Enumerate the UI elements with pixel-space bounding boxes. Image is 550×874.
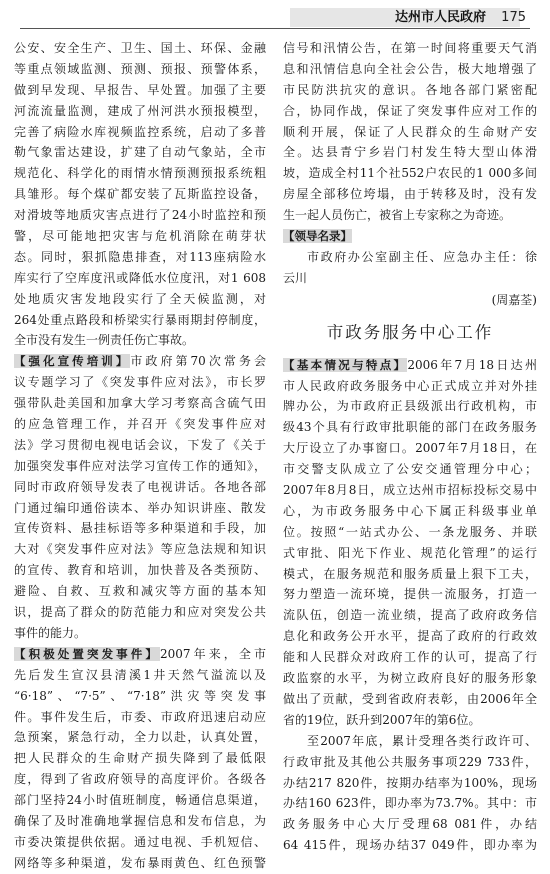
paragraph-line: 市政府办公室副主任、应急办主任：徐 xyxy=(307,249,537,264)
paragraph-line: 加强突发事件应对法学习宣传工作的通知》， xyxy=(14,458,266,473)
left-column xyxy=(14,38,266,874)
paragraph-line: 政监察的水平，为树立政府良好的服务形象 xyxy=(283,671,537,686)
paragraph-line: 度，得到了省政府领导的高度评价。各级各 xyxy=(14,772,266,787)
paragraph-line: 态。同时，狠抓隐患排查，对113座病险水 xyxy=(14,249,266,264)
paragraph-line: 合，协同作战，保证了突发事件应对工作的 xyxy=(283,103,537,118)
paragraph-line: 议专题学习了《突发事件应对法》，市长罗 xyxy=(14,375,266,390)
paragraph-line: 努力塑造一流环境，提供一流服务，打造一 xyxy=(283,587,537,602)
paragraph-line: 坡，造成全村11个社552户农民的1 000多间 xyxy=(283,166,537,181)
paragraph-line xyxy=(283,355,537,376)
paragraph-line: 部门坚持24小时值班制度，畅通信息渠道， xyxy=(14,793,266,808)
paragraph-line: 至2007年底，累计受理各类行政许可、 xyxy=(307,733,537,748)
paragraph-line: 全市没有发生一例责任伤亡事故。 xyxy=(14,333,195,348)
paragraph-line: 等重点领域监测、预测、预报、预警体系， xyxy=(14,61,266,76)
paragraph-flood-alerts xyxy=(283,38,537,226)
section-heading-publicity: 【强化宣传培训】 xyxy=(14,354,131,369)
paragraph-publicity xyxy=(14,351,266,643)
paragraph-line: 同时市政府领导发表了电视讲话。各地各部 xyxy=(14,479,266,494)
paragraph-line: 事件的能力。 xyxy=(14,625,87,640)
paragraph-line: 办结160 623件，即办率为73.7%。其中：市 xyxy=(283,796,537,811)
paragraph-line xyxy=(283,226,537,247)
right-column xyxy=(283,38,537,856)
paragraph-line: 市委决策提供依据。通过电视、手机短信、 xyxy=(14,834,266,849)
paragraph-line: 能和人民群众对政府工作的认可，提高了行 xyxy=(283,650,537,665)
paragraph-line: 法》学习贯彻电视电话会议，下发了《关于 xyxy=(14,437,266,452)
paragraph-line: 房屋全部移位垮塌，由于转移及时，没有发 xyxy=(283,187,537,202)
section-heading-emergency: 【积极处置突发事件】 xyxy=(14,646,160,661)
paragraph-line: 政务服务中心大厅受理68 081件，办结 xyxy=(283,817,537,832)
paragraph-line: 牌办公，为市政府正县级派出行政机构，市 xyxy=(283,399,537,414)
paragraph-line: 生一起人员伤亡，被省上专家称之为奇迹。 xyxy=(283,208,512,223)
paragraph-line: 大厅设立了办事窗口。2007年7月18日，在 xyxy=(283,441,537,456)
paragraph-line: 信号和汛情公告，在第一时间将重要天气消 xyxy=(283,41,537,55)
paragraph-line: 式审批、阳光下作业、规范化管理”的运行 xyxy=(283,545,537,560)
paragraph-line: 强带队赴美国和加拿大学习考察高含硫气田 xyxy=(14,396,266,411)
paragraph-line: 确保了及时准确地掌握信息和发布信息，为 xyxy=(14,813,266,828)
paragraph-line: 门通过编印通俗读本、举办知识讲座、散发 xyxy=(14,500,266,515)
paragraph-line: 勒气象雷达建设，扩建了自动气象站，全市 xyxy=(14,145,266,160)
paragraph-line: 云川 xyxy=(283,270,308,285)
paragraph-line: 完善了病险水库视频监控系统，启动了多普 xyxy=(14,124,266,139)
paragraph-line: 做到早发现、早报告、早处置。加强了主要 xyxy=(14,82,266,97)
paragraph-line: 规范化、科学化的雨情水情预测预报系统粗 xyxy=(14,166,266,181)
paragraph-line-text: 市政府第70次常务会 xyxy=(130,354,266,369)
paragraph-line: 的应急管理工作，并召开《突发事件应对 xyxy=(14,417,266,432)
paragraph-line: 公安、安全生产、卫生、国土、环保、金融 xyxy=(14,41,266,55)
paragraph-line: 大对《突发事件应对法》等应急法规和知识 xyxy=(14,542,266,557)
paragraph-line: 全。达县青宁乡岩门村发生特大型山体滑 xyxy=(283,145,537,160)
paragraph-line: 行政审批及其他公共服务事项229 733件， xyxy=(283,754,537,769)
header-divider xyxy=(20,28,530,29)
paragraph-line-text: 2006年7月18日达州 xyxy=(407,357,537,372)
paragraph-line: 库实行了空库度汛或降低水位度汛，对1 608 xyxy=(14,270,266,285)
paragraph-line: 市交警支队成立了公安交通管理分中心； xyxy=(283,462,537,477)
paragraph-line: 2007年8月8日，成立达州市招标投标交易中 xyxy=(283,483,537,498)
paragraph-line: 市民防洪抗灾的意识。各地各部门紧密配 xyxy=(283,82,537,97)
paragraph-line: 避险、自救、互救和减灾等方面的基本知 xyxy=(14,584,266,599)
paragraph-basic-info xyxy=(283,355,537,731)
paragraph-line: 河流流量监测，建成了州河洪水预报模型， xyxy=(14,103,266,118)
page-number: 175 xyxy=(501,10,526,25)
paragraph-line: 264处重点路段和桥梁实行暴雨期封停制度， xyxy=(14,312,266,327)
paragraph-line: 的宣传、教育和培训，加快普及各类预防、 xyxy=(14,563,266,578)
paragraph-line: 顺利开展，保证了人民群众的生命财产安 xyxy=(283,124,537,139)
section-heading-basic-info: 【基本情况与特点】 xyxy=(283,357,408,372)
paragraph-line: 省的19位，跃升到2007年的第6位。 xyxy=(283,712,481,727)
header-title: 达州市人民政府 xyxy=(395,10,487,25)
leaders-block xyxy=(283,226,537,289)
paragraph-statistics xyxy=(283,731,537,856)
author-signature: (周嘉荃) xyxy=(491,292,537,307)
running-header xyxy=(0,0,550,30)
paragraph-line: 识，提高了群众的防范能力和应对突发公共 xyxy=(14,605,266,620)
paragraph-line: 64 415件，现场办结37 049件，即办率为 xyxy=(283,838,537,853)
paragraph-line: 息化和政务公开水平，提高了政府的行政效 xyxy=(283,629,537,644)
paragraph-line: 宣传资料、悬挂标语等多种渠道和手段，加 xyxy=(14,521,266,536)
paragraph-line: 模式，在服务规范和服务质量上狠下工夫， xyxy=(283,566,537,581)
paragraph-line: 市人民政府政务服务中心正式成立并对外挂 xyxy=(283,378,537,393)
paragraph-line: 先后发生宣汉县清溪1井天然气溢流以及 xyxy=(14,667,266,682)
paragraph-line: 件。事件发生后，市委、市政府迅速启动应 xyxy=(14,709,266,724)
paragraph-line: 做出了贡献，受到省政府表彰，由2006年全 xyxy=(283,691,537,706)
paragraph-line: 警，尽可能地把灾害与危机消除在萌芽状 xyxy=(14,229,266,244)
paragraph-line: 息和汛情信息向全社会公告，极大地增强了 xyxy=(283,61,537,76)
paragraph-line: “6·18”、“7·5”、“7·18”洪灾等突发事 xyxy=(14,688,266,703)
section-title: 市政务服务中心工作 xyxy=(326,322,494,342)
section-heading-leaders: 【领导名录】 xyxy=(283,229,352,244)
paragraph-line: 网络等多种渠道，发布暴雨黄色、红色预警 xyxy=(14,855,266,870)
paragraph-monitoring xyxy=(14,38,266,351)
paragraph-line: 位。按照“一站式办公、一条龙服务、并联 xyxy=(283,524,537,539)
paragraph-line: 级43个具有行政审批职能的部门在政务服务 xyxy=(283,420,537,435)
paragraph-line: 急预案，紧急行动，全力以赴，认真处置， xyxy=(14,730,266,745)
paragraph-line: 流队伍，创造一流业绩，提高了政府政务信 xyxy=(283,608,537,623)
paragraph-line: 心，为市政务服务中心下属正科级事业单 xyxy=(283,503,537,518)
paragraph-line: 把人民群众的生命财产损失降到了最低限 xyxy=(14,751,266,766)
paragraph-line xyxy=(14,351,266,372)
paragraph-line-text: 2007年来，全市 xyxy=(159,646,266,661)
paragraph-line: 处地质灾害发地段实行了全天候监测，对 xyxy=(14,291,266,306)
paragraph-emergency-handling xyxy=(14,644,266,874)
paragraph-line: 对滑坡等地质灾害点进行了24小时监控和预 xyxy=(14,208,266,223)
paragraph-line xyxy=(14,644,266,665)
paragraph-line: 办结217 820件，按期办结率为100%，现场 xyxy=(283,775,537,790)
paragraph-line: 具雏形。每个煤矿都安装了瓦斯监控设备， xyxy=(14,187,266,202)
